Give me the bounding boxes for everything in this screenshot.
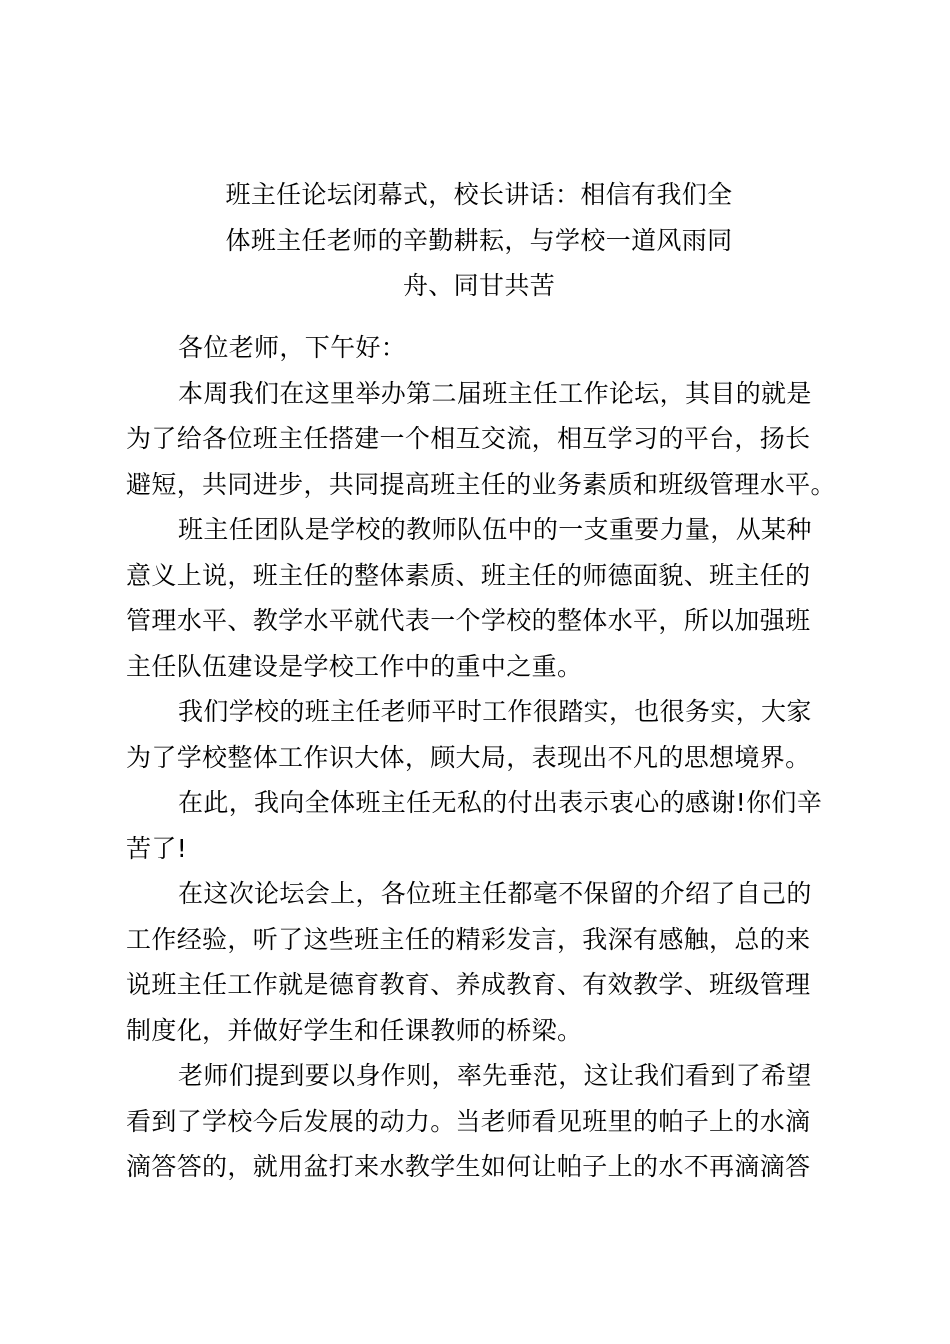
paragraph	[126, 1053, 834, 1190]
paragraph-line: 看到了学校今后发展的动力。当老师看见班里的帕子上的水滴	[126, 1106, 811, 1136]
title-line: 舟、同甘共苦	[402, 271, 556, 300]
paragraph-line: 说班主任工作就是德育教育、养成教育、有效教学、班级管理	[126, 970, 811, 999]
paragraph-line: 在此，我向全体班主任无私的付出表示衷心的感谢!你们辛	[178, 788, 823, 817]
paragraph	[126, 871, 834, 1053]
paragraph-line: 避短，共同进步，共同提高班主任的业务素质和班级管理水平。	[126, 469, 836, 499]
paragraph-line: 为了学校整体工作识大体，顾大局，表现出不凡的思想境界。	[126, 742, 811, 772]
paragraph-line: 主任队伍建设是学校工作中的重中之重。	[126, 651, 583, 681]
paragraph-line: 意义上说，班主任的整体素质、班主任的师德面貌、班主任的	[126, 560, 811, 590]
document-title	[124, 172, 834, 309]
paragraph	[126, 371, 834, 508]
paragraph-line: 老师们提到要以身作则，率先垂范，这让我们看到了希望	[178, 1061, 812, 1090]
title-line: 班主任论坛闭幕式，校长讲话：相信有我们全	[225, 180, 733, 209]
paragraph-line: 苦了!	[126, 833, 188, 863]
paragraph	[126, 689, 834, 780]
paragraph-line: 工作经验，听了这些班主任的精彩发言，我深有感触，总的来	[126, 924, 811, 954]
paragraph-line: 班主任团队是学校的教师队伍中的一支重要力量，从某种	[178, 515, 812, 544]
paragraph-line: 本周我们在这里举办第二届班主任工作论坛，其目的就是	[178, 378, 812, 408]
paragraph-greeting	[126, 325, 834, 371]
document-body	[126, 325, 834, 1190]
paragraph-line: 制度化，并做好学生和任课教师的桥梁。	[126, 1015, 583, 1045]
paragraph-line: 在这次论坛会上，各位班主任都毫不保留的介绍了自己的	[178, 879, 812, 908]
paragraph-line: 我们学校的班主任老师平时工作很踏实，也很务实，大家	[178, 697, 812, 726]
title-line: 体班主任老师的辛勤耕耘，与学校一道风雨同	[225, 225, 733, 255]
paragraph-line: 各位老师，下午好：	[178, 333, 407, 362]
paragraph-line: 为了给各位班主任搭建一个相互交流，相互学习的平台，扬长	[126, 424, 811, 453]
paragraph	[126, 780, 834, 871]
paragraph	[126, 507, 834, 689]
paragraph-line: 管理水平、教学水平就代表一个学校的整体水平，所以加强班	[126, 606, 811, 635]
paragraph-line: 滴答答的，就用盆打来水教学生如何让帕子上的水不再滴滴答	[126, 1152, 811, 1181]
